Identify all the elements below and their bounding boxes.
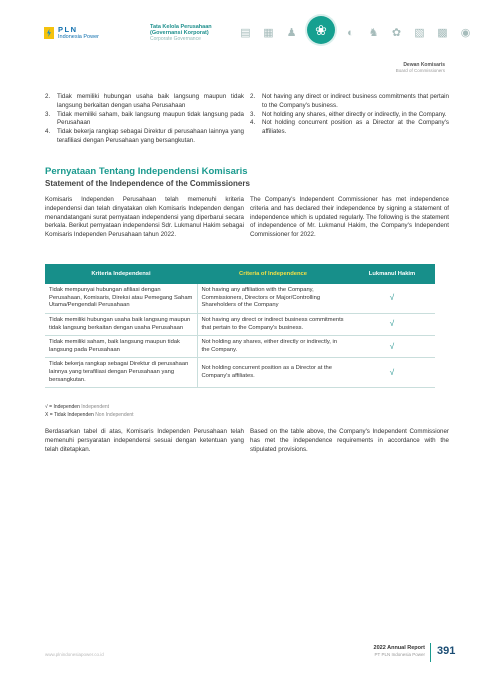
criteria-list-en <box>250 93 449 137</box>
check-mark-icon: √ <box>349 284 435 313</box>
criteria-en-cell: Not having any direct or indirect business commitments that pertain to the Company's business. <box>197 313 349 335</box>
list-item: 3. Tidak memiliki saham, baik langsung maupun tidak langsung pada Perusahaan <box>45 110 244 127</box>
table-header-row <box>45 264 435 284</box>
breadcrumb <box>396 62 445 73</box>
criteria-list-id <box>45 93 244 146</box>
statement-paragraph-en: The Company's Independent Commissioner has met independence criteria and has declared their independence by signing a statement of independence which is updated regularly. The following is the statement of independence of Mr. Lukmanul Hakim, the Company's Independent Commissioner for 2022. <box>250 196 449 239</box>
globe-icon[interactable]: ◉ <box>460 26 471 39</box>
lightning-logo-icon <box>44 27 54 39</box>
criteria-id-cell: Tidak bekerja rangkap sebagai Direktur di perusahaan lainnya yang terafiliasi dengan Perusahaan yang bersangkutan. <box>45 358 197 388</box>
table-legend <box>45 404 134 420</box>
logo-name: PLN <box>58 25 78 34</box>
breadcrumb-title: Dewan Komisaris <box>403 62 445 68</box>
footer-divider <box>430 643 431 662</box>
breadcrumb-subtitle: Board of Commissioners <box>395 68 445 73</box>
city-icon[interactable]: ▩ <box>437 26 448 39</box>
column-header-criteria-en: Criteria of Independence <box>197 264 349 284</box>
governance-icon[interactable]: ❀ <box>307 16 335 44</box>
criteria-id-cell: Tidak memiliki hubungan usaha baik langsung maupun tidak langsung berkaitan dengan usaha Perusahaan <box>45 313 197 335</box>
website-link[interactable]: www.plnindonesiapower.co.id <box>45 652 104 657</box>
check-mark-icon: √ <box>349 358 435 388</box>
pie-chart-icon[interactable]: ◐ <box>347 26 354 39</box>
table-row <box>45 336 435 358</box>
criteria-id-cell: Tidak mempunyai hubungan afiliasi dengan Perusahaan, Komisaris, Direksi atau Pemegang Saham Utama/Pengendali Perusahaan <box>45 284 197 313</box>
group-icon[interactable]: ♞ <box>368 26 379 39</box>
section-title-line2: (Governansi Korporat) <box>150 30 209 37</box>
heading-id: Pernyataan Tentang Independensi Komisaris <box>45 166 248 177</box>
legend-non-independent: X = Tidak Independen Non Independent <box>45 411 134 418</box>
table-row <box>45 284 435 313</box>
pln-logo <box>44 26 99 40</box>
statement-heading <box>45 166 435 188</box>
leaf-icon[interactable]: ✿ <box>391 26 402 39</box>
factory-icon[interactable]: ▧ <box>414 26 425 39</box>
section-title-line3: Corporate Governance <box>150 35 201 42</box>
list-item: 2. Tidak memiliki hubungan usaha baik langsung maupun tidak langsung berkaitan dengan usaha Perusahaan <box>45 93 244 109</box>
criteria-id-cell: Tidak memiliki saham, baik langsung maupun tidak langsung pada Perusahaan <box>45 336 197 358</box>
criteria-en-cell: Not holding any shares, either directly or indirectly, in the Company. <box>197 336 349 358</box>
report-title: 2022 Annual Report <box>373 645 425 651</box>
legend-independent: √ = Independen Independent <box>45 404 110 410</box>
table-row <box>45 358 435 388</box>
table-row <box>45 313 435 335</box>
section-title <box>150 24 230 42</box>
logo-subtitle: Indonesia Power <box>58 33 99 40</box>
heading-en: Statement of the Independence of the Commissioners <box>45 179 250 188</box>
check-mark-icon: √ <box>349 313 435 335</box>
page-header <box>0 0 480 62</box>
independence-table <box>45 264 435 388</box>
conclusion-paragraph-en: Based on the table above, the Company's Independent Commissioner has met the independence requirements in accordance with the stipulated provisions. <box>250 428 449 453</box>
list-item: 4. Tidak bekerja rangkap sebagai Direktur di perusahaan lainnya yang terafiliasi dengan Perusahaan yang bersangkutan. <box>45 128 244 144</box>
column-header-commissioner: Lukmanul Hakim <box>349 264 435 284</box>
chapter-nav <box>238 22 480 44</box>
criteria-en-cell: Not holding concurrent position as a Director at the Company's affiliates. <box>197 358 349 388</box>
people-icon[interactable]: ♟ <box>286 26 297 39</box>
statement-paragraph-id: Komisaris Independen Perusahaan telah memenuhi kriteria independensi dan telah dinyatakan oleh Komisaris Independen dengan menandatangani surat pernyataan independensi yang diperbarui secara berkala. Berikut pernyataan independensi Sdr. Lukmanul Hakim sebagai Komisaris Independen Perusahaan tahun 2022. <box>45 196 244 239</box>
list-item: 3. Not holding any shares, either directly or indirectly, in the Company. <box>250 110 447 118</box>
check-mark-icon: √ <box>349 336 435 358</box>
list-item: 4. Not holding concurrent position as a Director at the Company's affiliates. <box>250 119 449 136</box>
page-number: 391 <box>437 645 456 657</box>
section-title-line1: Tata Kelola Perusahaan <box>150 24 212 30</box>
list-item: 2. Not having any direct or indirect business commitments that pertain to the Company's business. <box>250 93 449 109</box>
report-subtitle: PT PLN Indonesia Power <box>374 651 425 657</box>
conclusion-paragraph-id: Berdasarkan tabel di atas, Komisaris Independen Perusahaan telah memenuhi persyaratan independensi sesuai dengan ketentuan yang telah ditetapkan. <box>45 428 244 453</box>
criteria-en-cell: Not having any affiliation with the Company, Commissioners, Directors or Major/Controlling Shareholders of the Company <box>197 284 349 313</box>
building-icon[interactable]: ▦ <box>263 26 274 39</box>
report-label <box>374 645 425 657</box>
book-icon[interactable]: ▤ <box>240 26 251 39</box>
column-header-criteria-id: Kriteria Independensi <box>45 264 197 284</box>
